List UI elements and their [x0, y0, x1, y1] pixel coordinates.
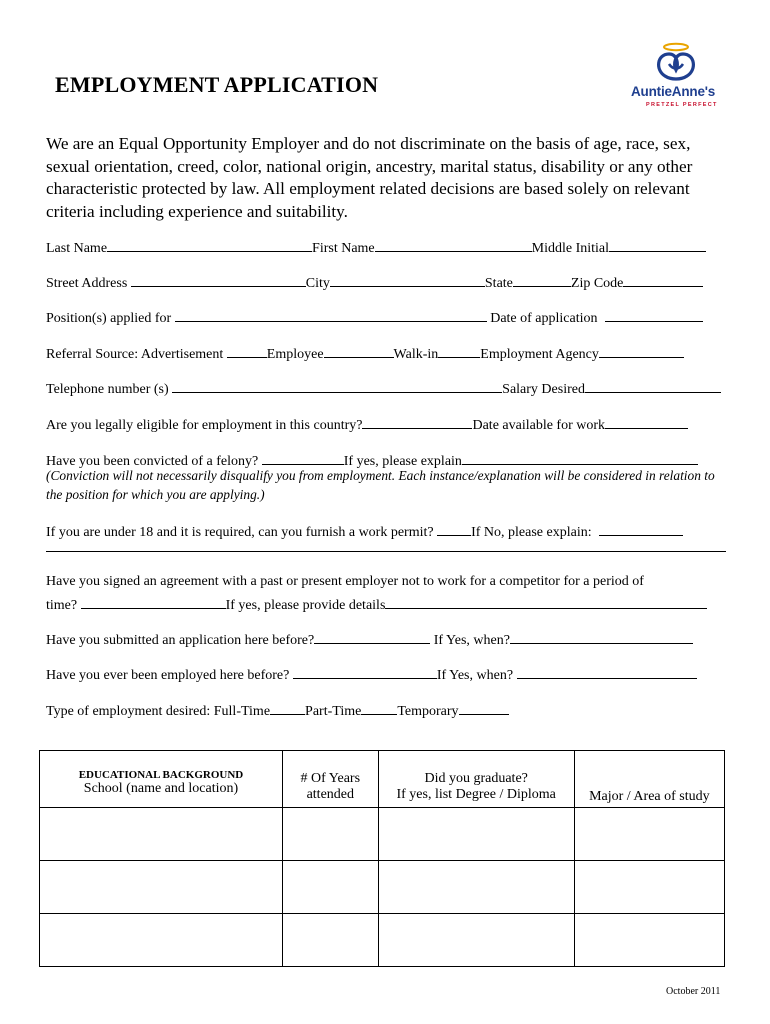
page-title: EMPLOYMENT APPLICATION — [55, 72, 379, 97]
date-application-label: Date of application — [490, 311, 598, 326]
date-available-label: Date available for work — [472, 418, 606, 433]
agency-field[interactable] — [599, 342, 684, 358]
permit-field[interactable] — [437, 520, 471, 536]
permit-explain-label: If No, please explain: — [471, 525, 592, 540]
first-name-field[interactable] — [375, 236, 532, 252]
table-row — [40, 808, 725, 861]
salary-label: Salary Desired — [502, 382, 585, 397]
years-cell[interactable] — [282, 808, 378, 861]
company-logo — [625, 40, 730, 112]
school-column-label: School (name and location) — [83, 781, 239, 796]
employed-before-label: Have you ever been employed here before? — [46, 668, 290, 683]
telephone-field[interactable] — [172, 377, 502, 393]
zip-label: Zip Code — [570, 276, 624, 291]
applied-before-field[interactable] — [314, 628, 430, 644]
years-header — [282, 751, 378, 808]
date-application-field[interactable] — [605, 306, 703, 322]
education-table — [39, 750, 725, 967]
felony-note: (Conviction will not necessarily disqualify you from employment. Each instance/explanation will be considered in relation to the position for which you are applying.) — [46, 468, 715, 502]
pretzel-halo-logo-icon — [625, 40, 730, 88]
permit-label: If you are under 18 and it is required, can you furnish a work permit? — [46, 525, 434, 540]
street-address-field[interactable] — [131, 271, 306, 287]
education-header-row — [40, 751, 725, 808]
position-row — [46, 306, 726, 324]
temporary-label: Temporary — [397, 704, 459, 719]
applied-before-row — [46, 628, 726, 646]
name-row — [46, 236, 726, 254]
permit-row — [46, 520, 726, 538]
revision-date: October 2011 — [666, 986, 721, 997]
date-available-field[interactable] — [605, 413, 688, 429]
agreement-details-field[interactable] — [385, 593, 707, 609]
major-header — [574, 751, 724, 808]
zip-field[interactable] — [623, 271, 703, 287]
middle-initial-field[interactable] — [609, 236, 706, 252]
eligible-label: Are you legally eligible for employment in this country? — [46, 418, 363, 433]
permit-explain-field[interactable] — [599, 520, 683, 536]
city-field[interactable] — [330, 271, 485, 287]
permit-explain-line[interactable] — [46, 551, 726, 552]
agreement-time-label: time? — [46, 598, 78, 613]
employee-field[interactable] — [324, 342, 394, 358]
graduate-cell[interactable] — [378, 861, 574, 914]
felony-explain-field[interactable] — [462, 449, 698, 465]
agreement-time-field[interactable] — [81, 593, 226, 609]
applied-when-label: If Yes, when? — [433, 633, 510, 648]
graduate-column-label-1: Did you graduate? — [424, 771, 528, 786]
major-cell[interactable] — [574, 861, 724, 914]
years-column-label-1: # Of Years — [300, 771, 361, 786]
agreement-details-label: If yes, please provide details — [225, 598, 386, 613]
years-cell[interactable] — [282, 861, 378, 914]
table-row — [40, 914, 725, 967]
agency-label: Employment Agency — [480, 347, 599, 362]
logo-wordmark: AuntieAnne's — [631, 84, 716, 99]
major-column-label: Major / Area of study — [589, 789, 710, 804]
school-header — [40, 751, 283, 808]
employed-before-row — [46, 663, 726, 681]
telephone-row — [46, 377, 726, 395]
agreement-row-2 — [46, 593, 726, 611]
felony-row — [46, 449, 726, 467]
employed-when-field[interactable] — [517, 663, 697, 679]
school-cell[interactable] — [40, 808, 283, 861]
part-time-label: Part-Time — [305, 704, 362, 719]
agreement-row — [46, 574, 726, 592]
salary-field[interactable] — [585, 377, 721, 393]
felony-field[interactable] — [262, 449, 344, 465]
state-field[interactable] — [513, 271, 571, 287]
advertisement-field[interactable] — [227, 342, 267, 358]
table-row — [40, 861, 725, 914]
major-cell[interactable] — [574, 914, 724, 967]
referral-row — [46, 342, 726, 360]
applied-when-field[interactable] — [510, 628, 693, 644]
part-time-field[interactable] — [361, 699, 397, 715]
state-label: State — [484, 276, 513, 291]
middle-initial-label: Middle Initial — [531, 241, 610, 256]
years-column-label-2: attended — [306, 787, 354, 802]
address-row — [46, 271, 726, 289]
last-name-label: Last Name — [46, 241, 108, 256]
last-name-field[interactable] — [107, 236, 312, 252]
graduate-column-label-2: If yes, list Degree / Diploma — [396, 787, 556, 802]
positions-field[interactable] — [175, 306, 487, 322]
full-time-label: Type of employment desired: Full-Time — [46, 704, 271, 719]
education-section-title: EDUCATIONAL BACKGROUND — [78, 769, 244, 781]
felony-explain-label: If yes, please explain — [343, 454, 462, 469]
positions-label: Position(s) applied for — [46, 311, 172, 326]
temporary-field[interactable] — [459, 699, 509, 715]
employment-type-row — [46, 699, 726, 717]
graduate-cell[interactable] — [378, 808, 574, 861]
applied-before-label: Have you submitted an application here before? — [46, 633, 315, 648]
graduate-cell[interactable] — [378, 914, 574, 967]
school-cell[interactable] — [40, 914, 283, 967]
first-name-label: First Name — [312, 241, 375, 256]
employed-when-label: If Yes, when? — [436, 668, 514, 683]
street-address-label: Street Address — [46, 276, 128, 291]
employee-label: Employee — [266, 347, 324, 362]
eligibility-row — [46, 413, 726, 431]
graduate-header — [378, 751, 574, 808]
eligible-field[interactable] — [362, 413, 472, 429]
walkin-field[interactable] — [438, 342, 480, 358]
eeo-statement: We are an Equal Opportunity Employer and do not discriminate on the basis of age, race, sex, sexual orientation, creed, color, national origin, ancestry, marital status, disability or any other characteristic protected by law. All employment related decisions are based solely on relevant criteria including experience and suitability. — [46, 134, 693, 221]
agreement-label: Have you signed an agreement with a past or present employer not to work for a competitor for a period of — [46, 574, 644, 589]
felony-label: Have you been convicted of a felony? — [46, 454, 259, 469]
years-cell[interactable] — [282, 914, 378, 967]
referral-label: Referral Source: Advertisement — [46, 347, 224, 362]
school-cell[interactable] — [40, 861, 283, 914]
logo-tagline: PRETZEL PERFECT — [646, 102, 718, 108]
telephone-label: Telephone number (s) — [46, 382, 169, 397]
full-time-field[interactable] — [270, 699, 305, 715]
major-cell[interactable] — [574, 808, 724, 861]
walkin-label: Walk-in — [393, 347, 439, 362]
employed-before-field[interactable] — [293, 663, 437, 679]
city-label: City — [305, 276, 330, 291]
